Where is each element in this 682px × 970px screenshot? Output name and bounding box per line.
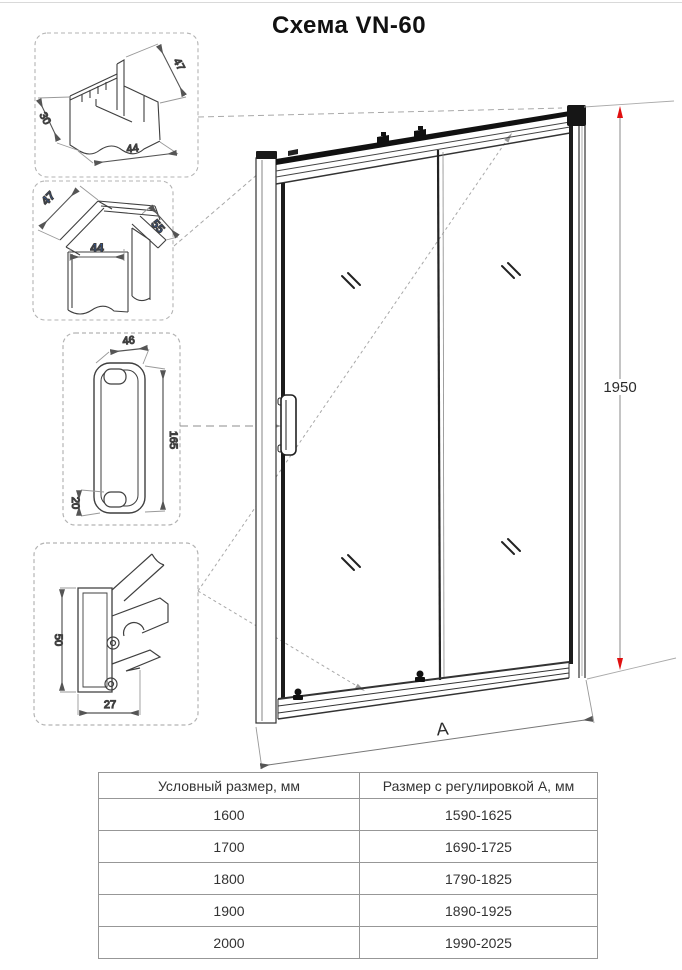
bottom-guide-rail [278,662,569,719]
cell-nominal: 1600 [99,799,360,831]
dim-label-corner-44: 44 [90,241,104,255]
dimension-height [584,101,676,679]
cell-adjust: 1690-1725 [360,831,598,863]
right-wall-profile [567,105,586,678]
dim-label-handle-165: 165 [167,430,179,450]
table-row [99,895,598,927]
detail-bottom-profile [34,543,198,725]
cell-nominal: 1800 [99,863,360,895]
table-row [99,863,598,895]
dim-label-corner-55: 55 [148,216,168,236]
red-arrow-down [617,658,623,670]
cell-adjust: 1590-1625 [360,799,598,831]
detail-top-profile [35,33,198,177]
page-title: Схема VN-60 [271,12,427,39]
glass-reflection-marks [342,263,520,570]
dim-label-height-1950: 1950 [603,379,637,396]
leader-lines [174,108,562,693]
dim-label-bottom-27: 27 [103,699,117,711]
size-table-header-row [99,773,598,799]
cell-adjust: 1790-1825 [360,863,598,895]
table-row [99,799,598,831]
detail-corner-profile [33,181,178,320]
dim-label-handle-46: 46 [121,334,136,348]
cell-nominal: 1700 [99,831,360,863]
top-guide-rail [276,111,570,184]
door-assembly [256,105,586,723]
cell-adjust: 1890-1925 [360,895,598,927]
dim-label-top-profile-44: 44 [125,142,140,156]
cell-adjust: 1990-2025 [360,927,598,959]
bottom-roller [293,689,303,701]
dim-label-top-profile-47: 47 [170,56,187,73]
red-arrow-up [617,106,623,118]
cell-nominal: 1900 [99,895,360,927]
detail-handle [63,333,180,525]
door-handle [278,395,296,455]
dim-label-corner-47: 47 [38,188,58,208]
size-table-header-nominal: Условный размер, мм [99,773,360,799]
bottom-roller [415,671,425,683]
dim-label-handle-20: 20 [69,496,81,510]
left-wall-profile [256,151,277,723]
dimension-width [256,680,594,769]
table-row [99,831,598,863]
rail-end-bracket [288,149,298,156]
left-stile-cap [256,151,277,159]
table-row [99,927,598,959]
cell-nominal: 2000 [99,927,360,959]
size-table [98,772,598,959]
dim-label-width-A: A [435,718,450,740]
dim-label-bottom-50: 50 [52,633,64,647]
right-corner-cap [567,105,586,126]
size-table-header-adjust: Размер с регулировкой А, мм [360,773,598,799]
dim-label-top-profile-30: 30 [36,110,53,127]
panel-divider [438,150,444,680]
